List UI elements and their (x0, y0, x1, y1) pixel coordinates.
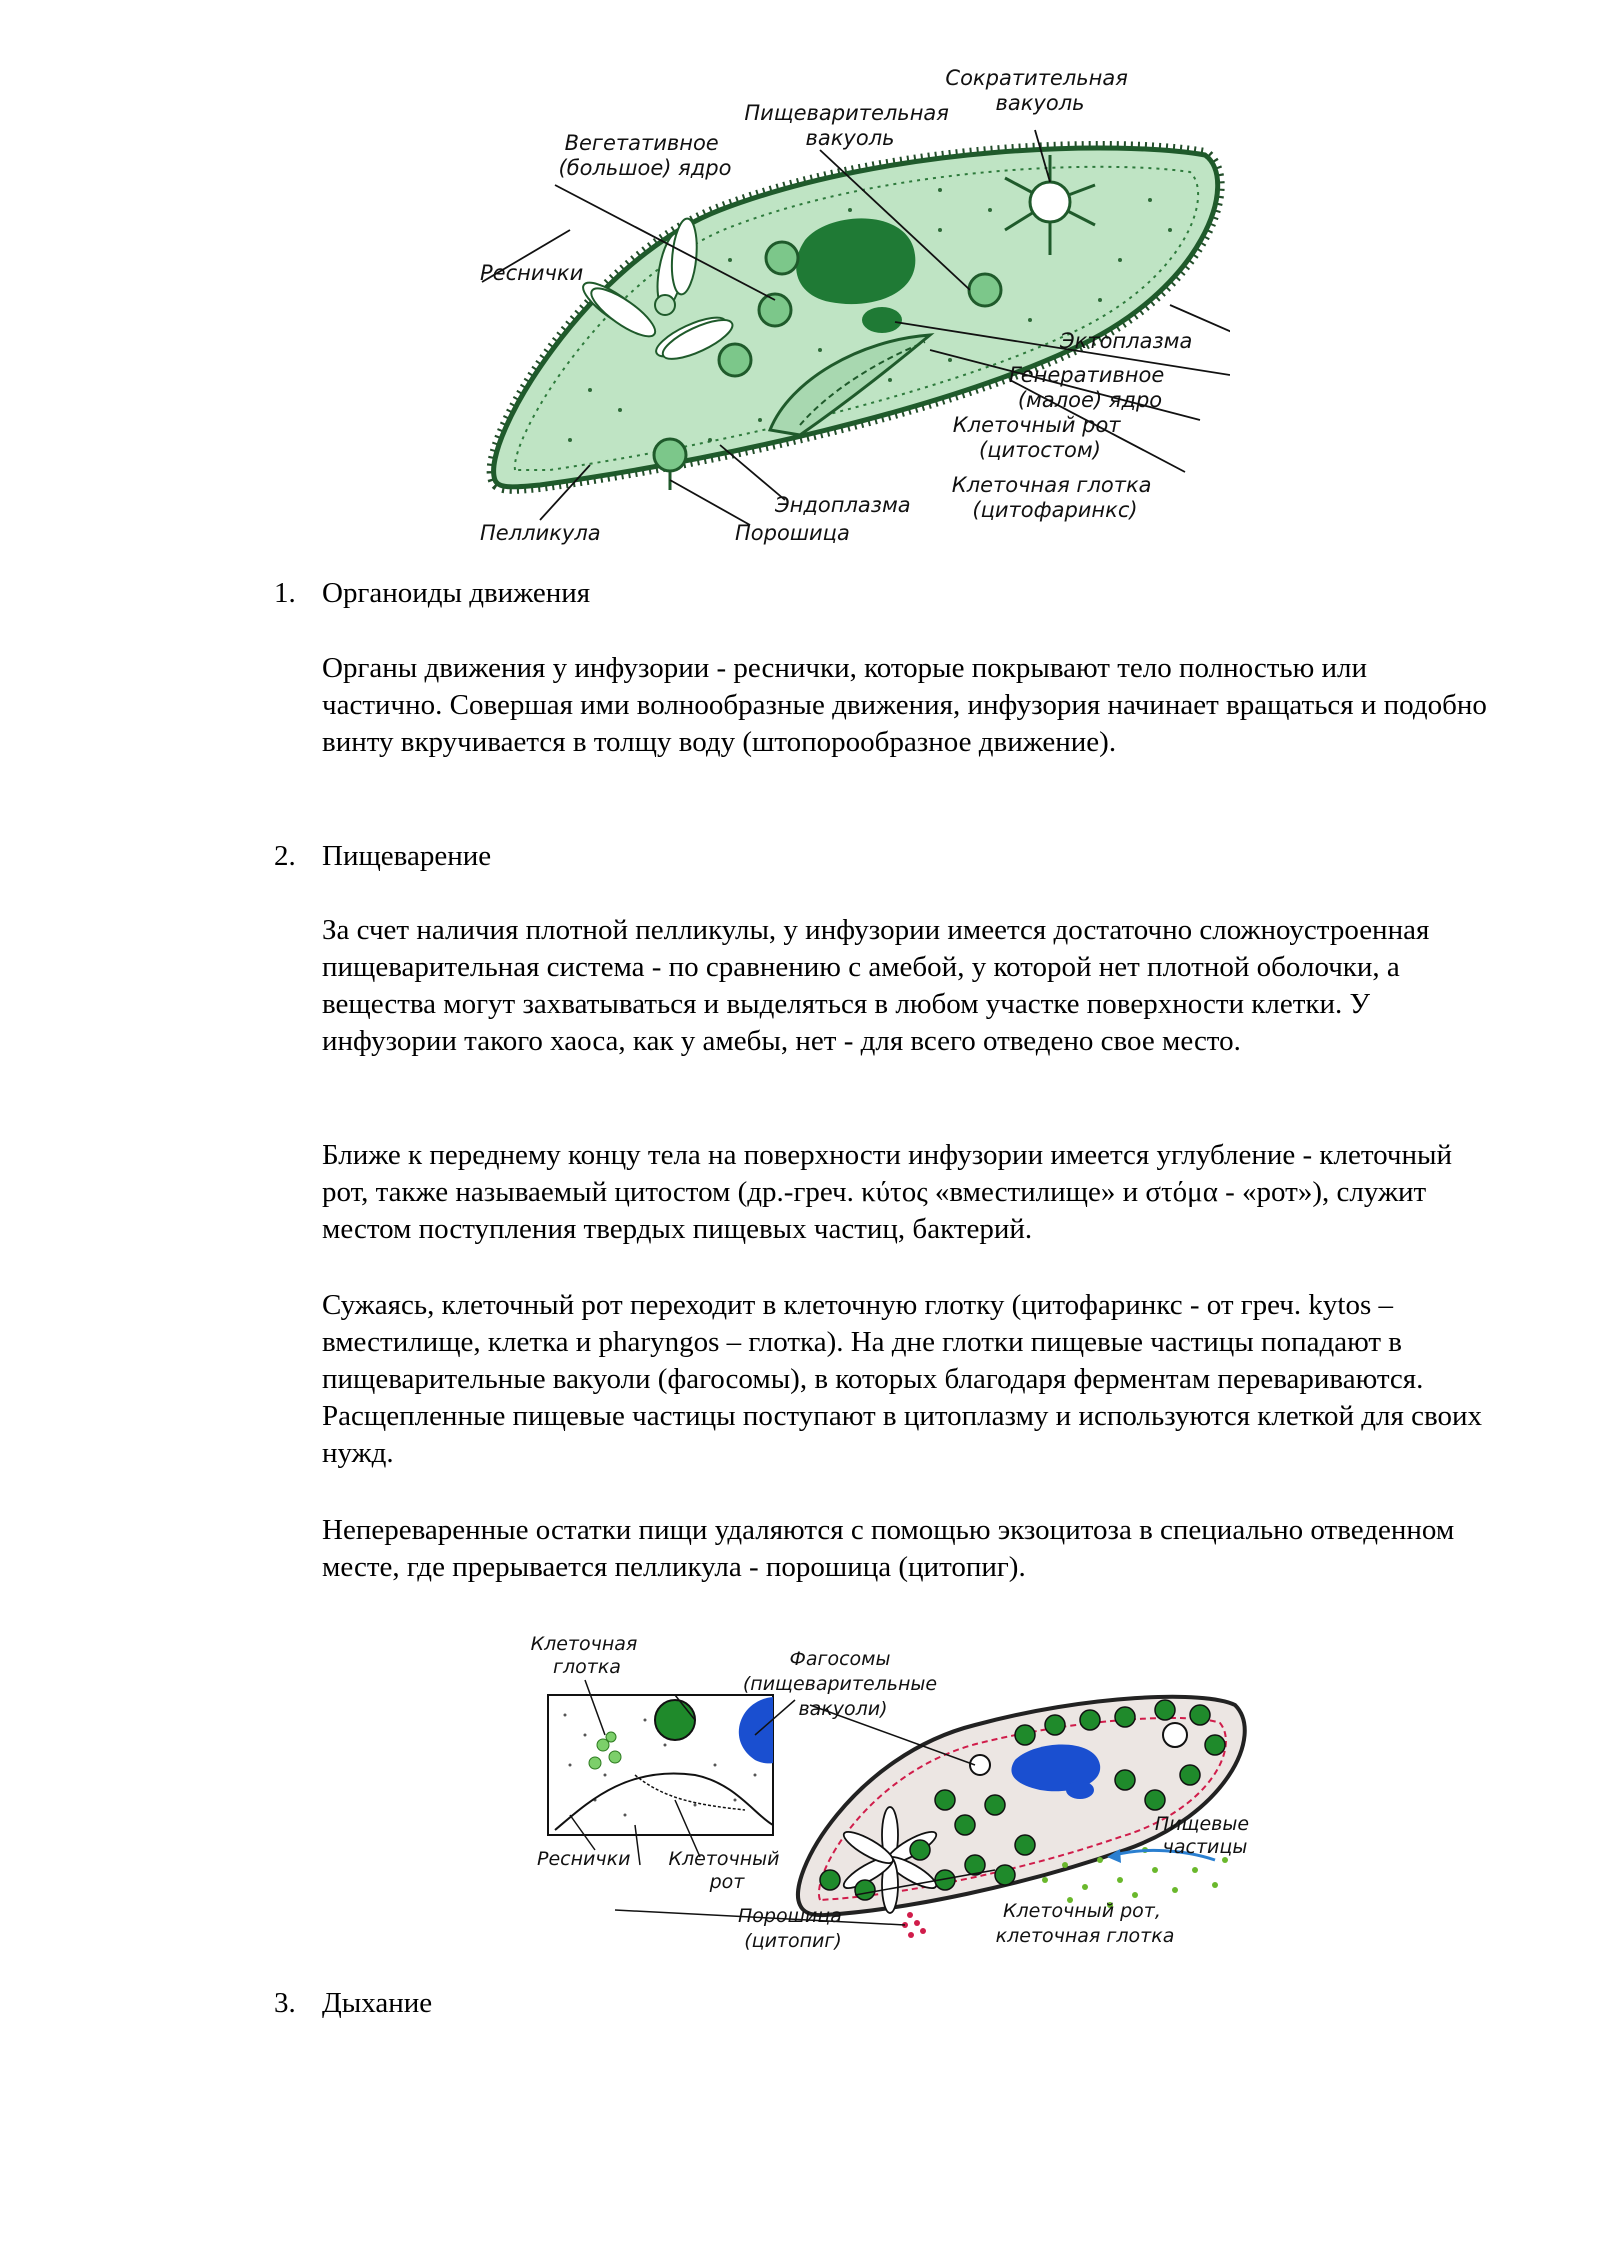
section-2-paragraph-1: За счет наличия плотной пелликулы, у инфузории имеется достаточно сложноустроенная пищеварительная система - по сравнению с амебой, у которой нет плотной оболочки, а вещества могут захватываться и выделяться в любом участке поверхности клетки. У инфузории такого хаоса, как у амебы, нет - для всего отведено свое место. (322, 914, 1430, 1057)
section-2-paragraph-4: Непереваренные остатки пищи удаляются с помощью экзоцитоза в специально отведенном месте, где прерывается пелликула - порошица (цитопиг). (322, 1514, 1455, 1583)
fig2-label-cilia: Реснички (537, 1848, 631, 1870)
fig2-label-cell-mouth-1: Клеточный (668, 1848, 780, 1870)
fig2-label-cell-pharynx-1: Клеточная (530, 1633, 638, 1655)
label-cytopyge: Порошица (735, 521, 850, 545)
label-endoplasm: Эндоплазма (775, 493, 911, 517)
section-3-title: Дыхание (322, 1987, 433, 2019)
label-cell-pharynx-2: (цитофаринкс) (972, 498, 1138, 522)
svg-text:Клеточная глотка (цитофари (952, 473, 1158, 522)
paramecium-structure-figure (470, 60, 1230, 560)
label-pellicle: Пелликула (480, 521, 601, 545)
fig2-label-phagosomes-3: вакуоли) (798, 1698, 888, 1720)
label-ectoplasm: Эктоплазма (1060, 329, 1193, 353)
label-cilia: Реснички (480, 261, 584, 285)
fig2-label-cytopyge-2: (цитопиг) (744, 1930, 842, 1952)
label-cell-mouth-1: Клеточный рот (952, 413, 1121, 437)
label-contractile-vacuole-1: Сократительная (945, 66, 1128, 90)
label-digestive-vacuole-2: вакуоль (805, 126, 895, 150)
svg-text:Вегетативное (большое) ядр (559, 131, 732, 180)
fig2-label-mouth-pharynx-2: клеточная глотка (995, 1925, 1175, 1947)
label-macronucleus-1: Вегетативное (564, 131, 719, 155)
svg-text:Клеточный рот, клеточная г (996, 1900, 1175, 1947)
svg-text:Клеточная глотка (531, 1633, 644, 1678)
fig2-label-cell-pharynx-2: глотка (553, 1656, 621, 1678)
svg-text:Пищевые частицы (1155, 1813, 1255, 1858)
section-1-number: 1. (274, 577, 296, 609)
svg-text:Генеративное (малое) ядро (1009, 363, 1171, 412)
paramecium-feeding-figure (525, 1625, 1265, 1970)
section-2-paragraph-2: Ближе к переднему концу тела на поверхности инфузории имеется углубление - клеточный рот, также называемый цитостом (др.-греч. κύτος «вместилище» и στόμα - «рот»), служит местом поступления твердых пищевых частиц, бактерий. (322, 1139, 1452, 1245)
section-3-number: 3. (274, 1987, 296, 2019)
label-macronucleus-2: (большое) ядро (558, 156, 732, 180)
section-2-title: Пищеварение (322, 840, 492, 872)
label-digestive-vacuole-1: Пищеварительная (744, 101, 949, 125)
fig2-label-mouth-pharynx-1: Клеточный рот, (1003, 1900, 1161, 1922)
label-contractile-vacuole-2: вакуоль (995, 91, 1085, 115)
fig2-label-phagosomes-2: (пищеварительные (742, 1673, 938, 1695)
svg-text:Сократительная вакуоль (945, 66, 1134, 115)
fig2-label-cytopyge-1: Порошица (738, 1905, 842, 1927)
fig2-label-food-particles-1: Пищевые (1154, 1813, 1250, 1835)
section-2-paragraph-3: Сужаясь, клеточный рот переходит в клеточную глотку (цитофаринкс - от греч. kytos – вместилище, клетка и pharyngos – глотка). На дне глотки пищевые частицы попадают в пищеварительные вакуоли (фагосомы), в которых благодаря ферментам перевариваются. Расщепленные пищевые частицы поступают в цитоплазму и используются клеткой для своих нужд. (322, 1289, 1482, 1469)
inset-pharynx-detail (548, 1695, 773, 1835)
svg-text:Клеточный рот (цитостом) (953, 413, 1127, 462)
micronucleus (862, 307, 902, 333)
svg-text:Порошица (цитопиг) (738, 1905, 848, 1952)
label-micronucleus-1: Генеративное (1009, 363, 1165, 387)
label-micronucleus-2: (малое) ядро (1017, 388, 1163, 412)
fig2-label-phagosomes-1: Фагосомы (789, 1648, 891, 1670)
fig2-label-cell-mouth-2: рот (709, 1871, 745, 1893)
label-cell-mouth-2: (цитостом) (979, 438, 1101, 462)
section-1-paragraph-1: Органы движения у инфузории - реснички, которые покрывают тело полностью или частично. Совершая ими волнообразные движения, инфузория начинает вращаться и подобно винту вкручивается в толщу воду (штопорообразное движение). (322, 652, 1487, 758)
section-1-title: Органоиды движения (322, 577, 591, 609)
section-2-number: 2. (274, 840, 296, 872)
label-cell-pharynx-1: Клеточная глотка (951, 473, 1152, 497)
svg-text:Пищеварительная вакуоль (744, 101, 955, 150)
svg-text:Клеточный рот (668, 1848, 785, 1893)
cytopyge (654, 439, 686, 490)
fig2-label-food-particles-2: частицы (1162, 1836, 1248, 1858)
